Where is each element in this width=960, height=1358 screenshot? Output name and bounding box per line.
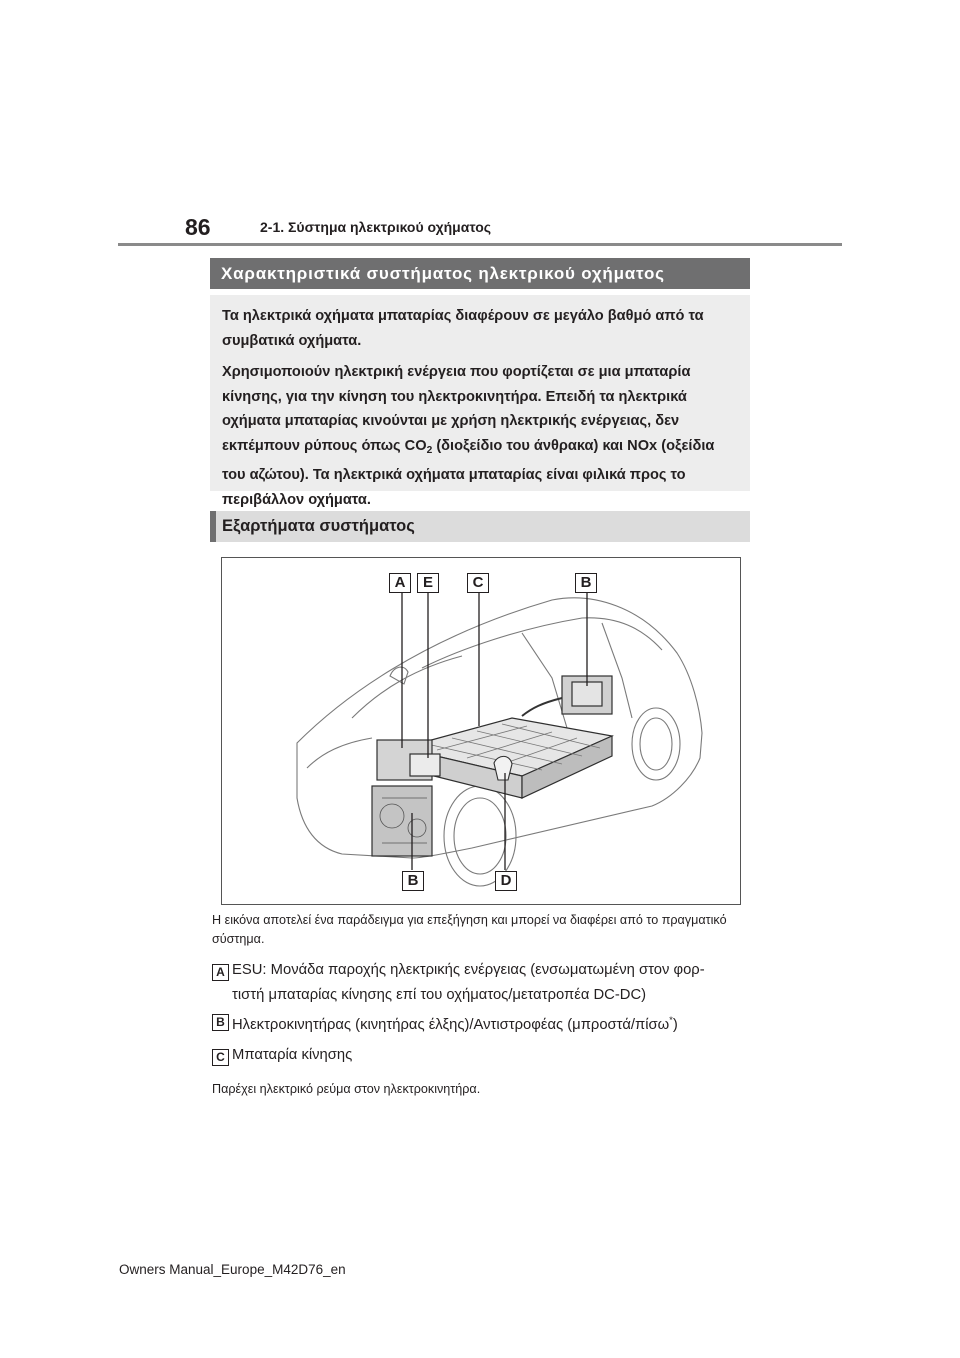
header-divider	[118, 243, 842, 246]
legend-text-a-line1: ESU: Μονάδα παροχής ηλεκτρικής ενέργειας (ενσωματωμένη στον φορ-	[232, 962, 705, 978]
figure-label-a: A	[389, 573, 411, 593]
intro-paragraph-1: Τα ηλεκτρικά οχήματα μπαταρίας διαφέρουν σε μεγάλο βαθμό από τα συμβατικά οχήματα.	[222, 308, 704, 349]
legend-key-b: B	[212, 1014, 229, 1031]
vehicle-components-figure	[221, 557, 741, 905]
footer-text: Owners Manual_Europe_M42D76_en	[119, 1262, 346, 1277]
figure-caption: Η εικόνα αποτελεί ένα παράδειγμα για επεξήγηση και μπορεί να διαφέρει από το πραγματικό σύστημα.	[212, 913, 727, 946]
legend-text-b	[232, 1008, 752, 1038]
legend-text-b-asterisk: *	[669, 1015, 673, 1026]
co2-subscript: 2	[426, 444, 433, 456]
components-section-heading: Εξαρτήματα συστήματος	[210, 511, 750, 542]
section-header: 2-1. Σύστημα ηλεκτρικού οχήματος	[260, 219, 492, 235]
figure-label-c: C	[467, 573, 489, 593]
intro-box	[210, 295, 750, 508]
vehicle-illustration	[222, 558, 740, 904]
intro-paragraph-2-part-b: (διοξείδιο του άνθρακα) και NOx (οξείδια του αζώτου). Τα ηλεκτρικά οχήματα μπαταρίας είναι φιλικά προς το περιβάλλον οχήματα.	[222, 437, 715, 508]
legend-text-b-main: Ηλεκτροκινητήρας (κινητήρας έλξης)/Αντιστροφέας (μπροστά/πίσω	[232, 1017, 670, 1033]
intro-paragraph-2-part-a: Χρησιμοποιούν ηλεκτρική ενέργεια που φορτίζεται σε μια μπαταρία κίνησης, για την κίνηση του ηλεκτροκινητήρα. Επειδή τα ηλεκτρικά οχήματα μπαταρίας κινούνται με χρήση ηλεκτρικής ενέργειας, δεν εκπέμπουν ρύπους όπως CO	[222, 364, 691, 454]
figure-label-b-top: B	[575, 573, 597, 593]
intro-paragraph-2	[222, 360, 738, 512]
legend-key-c: C	[212, 1049, 229, 1066]
legend-key-a: A	[212, 964, 229, 981]
page-number: 86	[185, 214, 211, 240]
feature-section-heading: Χαρακτηριστικά συστήματος ηλεκτρικού οχήματος	[210, 258, 750, 289]
legend-text-a-line2: τιστή μπαταρίας κίνησης επί του οχήματος/μετατροπέα DC-DC)	[232, 987, 647, 1003]
figure-label-e: E	[417, 573, 439, 593]
figure-label-b-bottom: B	[402, 871, 424, 891]
legend-text-b-close: )	[672, 1017, 678, 1033]
figure-label-d: D	[495, 871, 517, 891]
legend-text-c: Μπαταρία κίνησης	[232, 1047, 353, 1063]
legend-note: Παρέχει ηλεκτρικό ρεύμα στον ηλεκτροκινητήρα.	[212, 1082, 481, 1096]
